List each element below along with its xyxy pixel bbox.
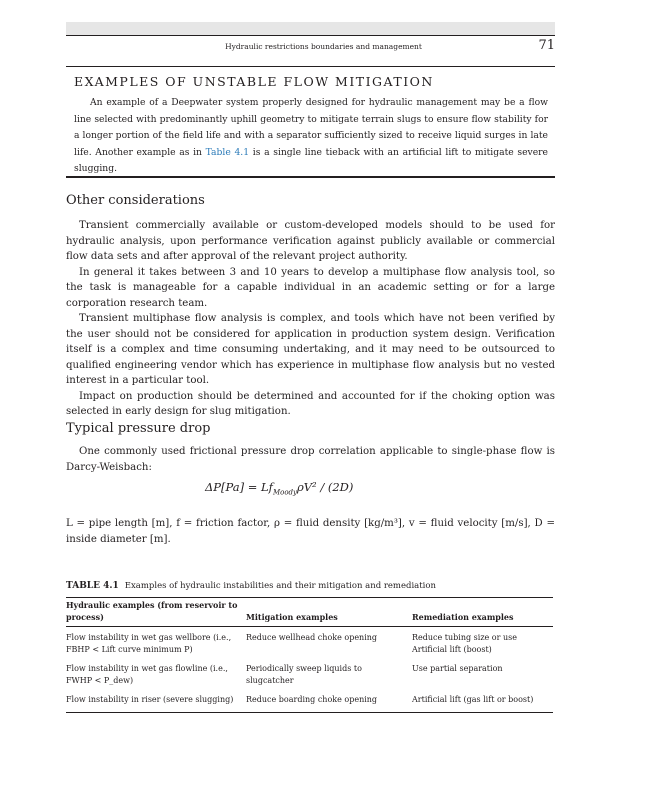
equation-tail: ρV² / (2D)	[296, 480, 354, 494]
box-rule-bottom	[66, 176, 555, 178]
table-label: TABLE 4.1	[66, 581, 119, 591]
paragraph: Transient commercially available or custom-developed models should to be used for hydraulic analysis, upon performance verification against publicly available or commercial flow data sets and after approval of the relevant project authority.	[66, 220, 555, 262]
darcy-weisbach-equation	[205, 480, 353, 496]
table-row	[66, 661, 553, 692]
paragraph: In general it takes between 3 and 10 years to develop a multiphase flow analysis tool, so the task is manageable for a capable individual in an academic setting or for a large corporation research team.	[66, 266, 555, 309]
box-text-start: An example of a Deepwater system properly designed for hydraulic management may be a flow line selected with predominantly uphill geometry to mitigate terrain slugs to ensure flow stability for a longer portion of the field life and with a separator sufficiently sized to receive liquid surges in late life. Another example as in	[74, 97, 548, 158]
paragraph: Transient multiphase flow analysis is complex, and tools which have not been verified by the user should not be considered for application in production system design. Verification itself is a complex and time consuming undertaking, and it may need to be outsourced to qualified engineering vendor which has experience in multiphase flow analysis but no vested interest in a particular tool.	[66, 313, 555, 386]
pressure-drop-intro	[66, 444, 555, 475]
column-header: Remediation examples	[412, 611, 514, 622]
paragraph: One commonly used frictional pressure drop correlation applicable to single-phase flow is Darcy-Weisbach:	[66, 446, 555, 473]
table-link[interactable]: Table 4.1	[205, 146, 250, 158]
page-number: 71	[538, 38, 555, 53]
table-header-row	[66, 599, 553, 627]
table-cell: Use partial separation	[412, 664, 503, 673]
table-caption-text: Examples of hydraulic instabilities and their mitigation and remediation	[124, 581, 436, 591]
table-cell: Flow instability in wet gas wellbore (i.e., FBHP < Lift curve minimum P)	[66, 633, 232, 654]
table-cell: Reduce wellhead choke opening	[246, 633, 378, 642]
paragraph: Impact on production should be determined and accounted for if the choking option was selected in early design for slug mitigation.	[66, 390, 555, 417]
table-caption	[66, 581, 436, 591]
running-head: Hydraulic restrictions boundaries and management	[225, 42, 422, 51]
other-considerations-body	[66, 218, 555, 420]
table-row	[66, 692, 553, 712]
table-cell: Periodically sweep liquids to slugcatcher	[246, 664, 362, 685]
box-rule-top	[66, 66, 555, 67]
header-rule	[66, 35, 555, 36]
column-header: Mitigation examples	[246, 611, 338, 622]
equation-subscript: Moody	[272, 488, 297, 497]
box-title: EXAMPLES OF UNSTABLE FLOW MITIGATION	[74, 74, 434, 89]
heading-typical-pressure-drop: Typical pressure drop	[66, 421, 211, 436]
box-text	[74, 95, 548, 178]
instability-table	[66, 599, 553, 713]
equation-main: ΔP[Pa] = Lf	[205, 480, 273, 494]
table-cell: Flow instability in wet gas flowline (i.e., FWHP < P_dew)	[66, 664, 228, 685]
header-band	[66, 22, 555, 35]
table-cell: Artificial lift (gas lift or boost)	[412, 695, 534, 704]
heading-other-considerations: Other considerations	[66, 193, 205, 208]
table-cell: Reduce tubing size or use Artificial lift (boost)	[412, 633, 517, 654]
column-header: Hydraulic examples (from reservoir to process)	[66, 600, 238, 622]
box-text-end: is a single line tieback with an artificial lift to mitigate severe slugging.	[74, 146, 548, 174]
variable-definitions: L = pipe length [m], f = friction factor, ρ = fluid density [kg/m³], v = fluid velocity [m/s], D = inside diameter [m].	[66, 518, 555, 545]
table-rule-top	[66, 597, 553, 598]
table-cell: Flow instability in riser (severe slugging)	[66, 695, 234, 704]
table-row	[66, 627, 553, 662]
table-cell: Reduce boarding choke opening	[246, 695, 378, 704]
